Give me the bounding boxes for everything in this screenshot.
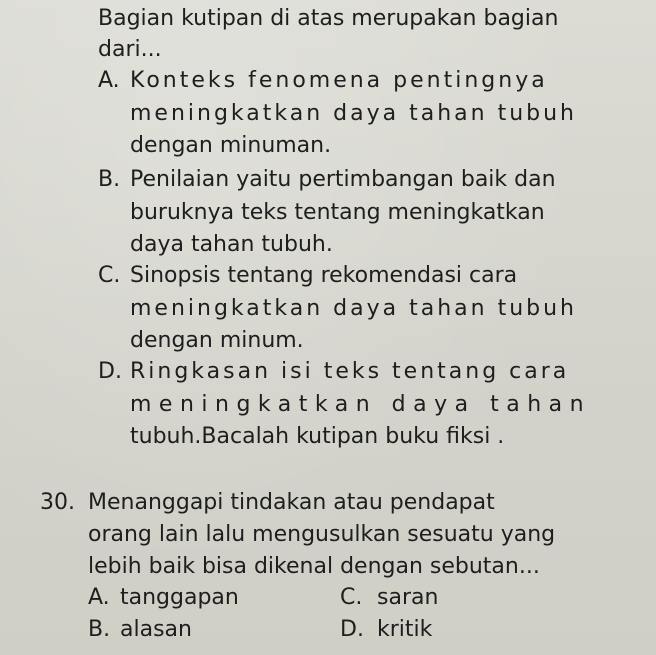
- q30-stem-line2: orang lain lalu mengusulkan sesuatu yang: [88, 522, 556, 547]
- q29-option-c-line3: dengan minum.: [130, 328, 304, 353]
- q29-stem-line1: Bagian kutipan di atas merupakan bagian: [98, 6, 559, 31]
- q29-option-a-label: A.: [98, 68, 120, 93]
- q29-option-a-line3: dengan minuman.: [130, 133, 332, 158]
- q29-option-d-label: D.: [98, 359, 122, 384]
- q30-option-d-text: kritik: [377, 617, 433, 642]
- q30-option-d-label: D.: [340, 617, 364, 642]
- q29-option-a-line1: Konteks fenomena pentingnya: [130, 68, 548, 93]
- q29-option-c-label: C.: [98, 263, 121, 288]
- q30-option-a-text: tanggapan: [120, 585, 239, 610]
- q29-option-c-line1: Sinopsis tentang rekomendasi cara: [130, 263, 518, 288]
- q29-stem-line2: dari...: [98, 37, 162, 62]
- q30-stem-line1: Menanggapi tindakan atau pendapat: [88, 490, 495, 515]
- q29-option-c-line2: meningkatkan daya tahan tubuh: [130, 296, 577, 321]
- q29-option-d-line1: Ringkasan isi teks tentang cara: [130, 359, 570, 384]
- q30-option-a-label: A.: [88, 585, 110, 610]
- q29-option-a-line2: meningkatkan daya tahan tubuh: [130, 101, 577, 126]
- q29-option-d-line2: meningkatkan daya tahan: [130, 392, 592, 417]
- q29-option-b-label: B.: [98, 167, 121, 192]
- q29-option-d-line3: tubuh.Bacalah kutipan buku fiksi .: [130, 424, 505, 449]
- q30-option-b-text: alasan: [120, 617, 192, 642]
- q30-stem-line3: lebih baik bisa dikenal dengan sebutan...: [88, 554, 540, 579]
- q29-option-b-line1: Penilaian yaitu pertimbangan baik dan: [130, 167, 556, 192]
- q30-option-c-text: saran: [377, 585, 439, 610]
- q30-number: 30.: [40, 490, 75, 515]
- q30-option-b-label: B.: [88, 617, 111, 642]
- q29-option-b-line3: daya tahan tubuh.: [130, 232, 333, 257]
- q30-option-c-label: C.: [340, 585, 363, 610]
- q29-option-b-line2: buruknya teks tentang meningkatkan: [130, 200, 545, 225]
